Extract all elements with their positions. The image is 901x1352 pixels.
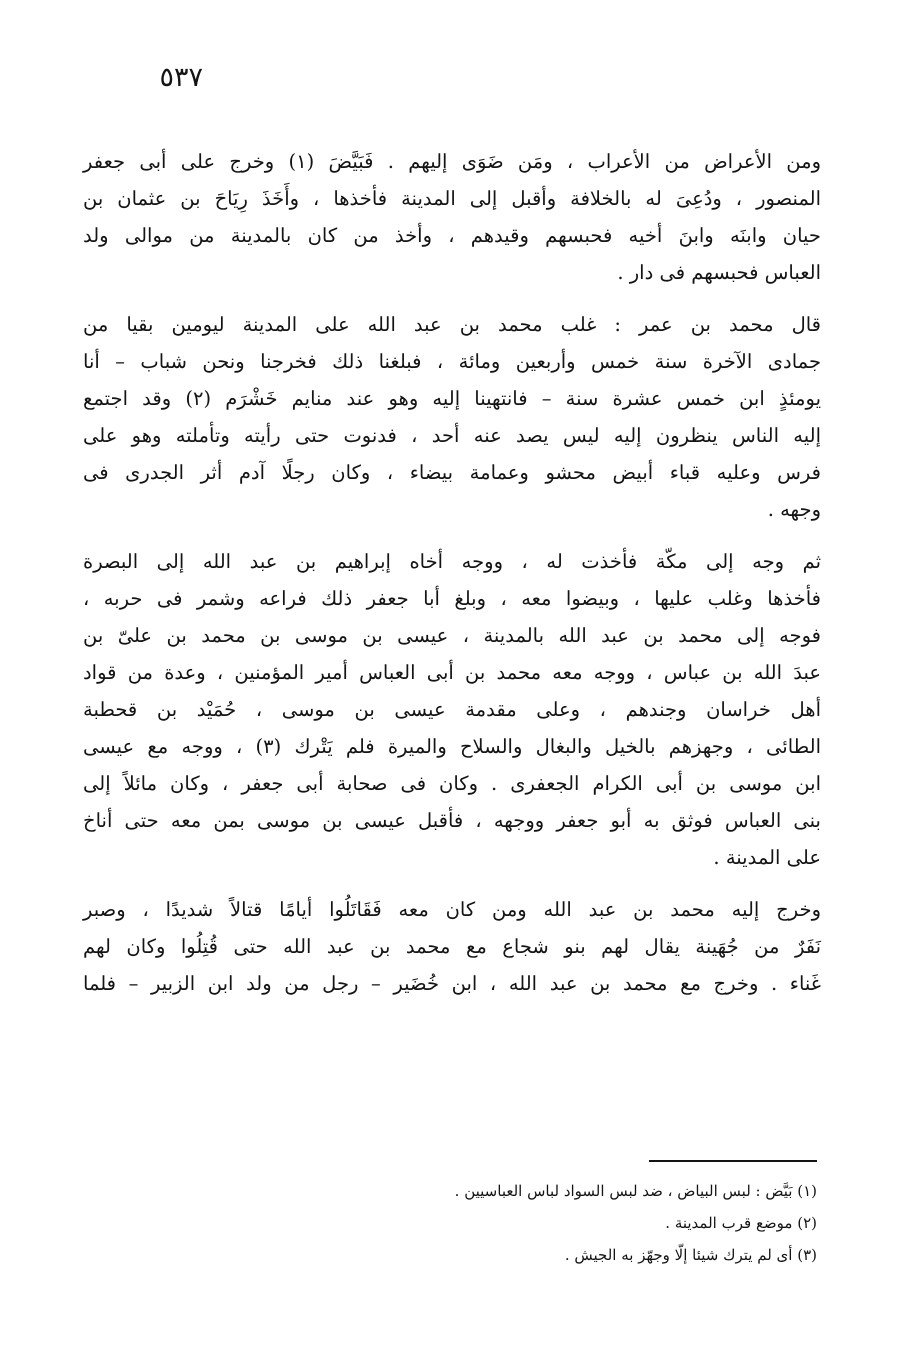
footnotes <box>217 1175 817 1271</box>
text-line: يومئذٍ ابن خمس عشرة سنة – فانتهينا إليه وهو عند منايم خَشْرَم (٢) وقد اجتمع <box>83 387 821 410</box>
text-line: المنصور ، ودُعِىَ له بالخلافة وأقبل إلى المدينة فأخذها ، وأَخَذَ رِيَاحَ بن عثمان بن <box>83 187 821 210</box>
text-line: على المدينة . <box>713 846 821 869</box>
text-line: حيان وابنَه وابنَ أخيه فحبسهم وقيدهم ، وأخذ من كان بالمدينة من موالى ولد <box>83 224 821 247</box>
text-line: عبدَ الله بن عباس ، ووجه معه محمد بن أبى العباس أمير المؤمنين ، وعدة من قواد <box>83 661 821 684</box>
text-line: ابن موسى بن أبى الكرام الجعفرى . وكان فى صحابة أبى جعفر ، وكان مائلاً إلى <box>83 772 821 795</box>
paragraph-3 <box>83 543 821 876</box>
text-line: غَناء . وخرج مع محمد بن عبد الله ، ابن خُضَير – رجل من ولد ابن الزبير – فلما <box>83 972 821 995</box>
text-line: أهل خراسان وجندهم ، وعلى مقدمة عيسى بن موسى ، حُمَيْد بن قحطبة <box>83 698 821 721</box>
paragraph-1 <box>83 143 821 291</box>
text-line: جمادى الآخرة سنة خمس وأربعين ومائة ، فبلغنا ذلك فخرجنا ونحن شباب – أنا <box>83 350 821 373</box>
paragraph-2 <box>83 306 821 528</box>
text-line: وجهه . <box>767 498 821 521</box>
text-line: الطائى ، وجهزهم بالخيل والبغال والسلاح والميرة فلم يَتْرك (٣) ، ووجه مع عيسى <box>83 735 821 758</box>
text-line: إليه الناس ينظرون إليه ليس يصد عنه أحد ، فدنوت حتى رأيته وتأملته وهو على <box>83 424 821 447</box>
footnote-1: (١) بَيَّض : لبس البياض ، ضد لبس السواد لباس العباسيين . <box>454 1182 817 1200</box>
text-line: قال محمد بن عمر : غلب محمد بن عبد الله على المدينة ليومين بقيا من <box>83 313 821 336</box>
text-line: ثم وجه إلى مكّة فأخذت له ، ووجه أخاه إبراهيم بن عبد الله إلى البصرة <box>83 550 821 573</box>
text-line: فأخذها وغلب عليها ، وبيضوا معه ، وبلغ أبا جعفر ذلك فراعه وشمر فى حربه ، <box>83 587 821 610</box>
text-line: بنى العباس فوثق به أبو جعفر ووجهه ، فأقبل عيسى بن موسى بمن معه حتى أناخ <box>83 809 821 832</box>
footnote-divider <box>649 1160 817 1162</box>
text-line: نَفَرٌ من جُهَينة يقال لهم بنو شجاع مع محمد بن عبد الله حتى قُتِلُوا وكان لهم <box>83 935 821 958</box>
footnote-3: (٣) أى لم يترك شيئا إلّا وجهّز به الجيش . <box>564 1246 817 1264</box>
text-line: فرس وعليه قباء أبيض محشو وعمامة بيضاء ، وكان رجلًا آدم أثر الجدرى فى <box>83 461 821 484</box>
page-number: ٥٣٧ <box>159 62 203 93</box>
text-line: فوجه إلى محمد بن عبد الله بالمدينة ، عيسى بن موسى بن محمد بن علىّ بن <box>83 624 821 647</box>
paragraph-4 <box>83 891 821 1002</box>
text-line: العباس فحبسهم فى دار . <box>617 261 821 284</box>
body-text <box>83 143 821 1017</box>
text-line: ومن الأعراض من الأعراب ، ومَن ضَوَى إليهم . فَبَيَّضَ (١) وخرج على أبى جعفر <box>83 150 821 173</box>
footnote-2: (٢) موضع قرب المدينة . <box>665 1214 817 1232</box>
text-line: وخرج إليه محمد بن عبد الله ومن كان معه فَقَاتَلُوا أيامًا قتالاً شديدًا ، وصبر <box>83 898 821 921</box>
